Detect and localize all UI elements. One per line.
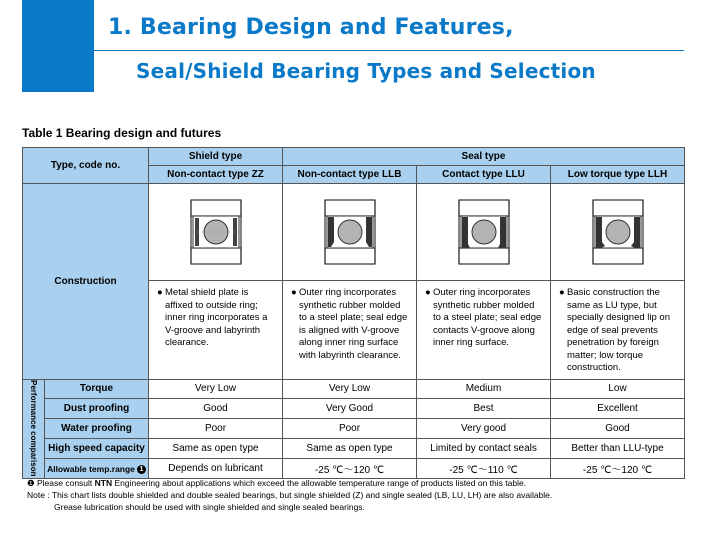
table-cell: Very Good bbox=[283, 399, 417, 419]
description-llu: ● Outer ring incorporates synthetic rubber molded to a steel plate; seal edge contacts V-groove along inner ring surface. bbox=[417, 281, 551, 380]
table-cell: Low bbox=[551, 379, 685, 399]
footnote-2: Note : This chart lists double shielded and double sealed bearings, but single shielded (Z) and single sealed (LB, LU, LH) are also available. bbox=[27, 490, 553, 500]
type-code-header: Type, code no. bbox=[23, 148, 149, 184]
perf-label-water-proofing: Water proofing bbox=[45, 419, 149, 439]
note-marker-icon: 1 bbox=[137, 465, 146, 474]
table-row bbox=[23, 419, 685, 439]
header-rule bbox=[94, 50, 684, 51]
table-cell: -25 ℃～110 ℃ bbox=[417, 459, 551, 479]
table-cell: Very Low bbox=[149, 379, 283, 399]
construction-label: Construction bbox=[23, 184, 149, 380]
bearing-diagram-llb bbox=[283, 184, 417, 281]
table-row bbox=[23, 439, 685, 459]
bearing-diagram-llu bbox=[417, 184, 551, 281]
perf-label-torque: Torque bbox=[45, 379, 149, 399]
table-cell: Very good bbox=[417, 419, 551, 439]
table-cell: Medium bbox=[417, 379, 551, 399]
footnote-3: Grease lubrication should be used with single shielded and single sealed bearings. bbox=[54, 502, 365, 512]
table-cell: Good bbox=[551, 419, 685, 439]
table-cell: Best bbox=[417, 399, 551, 419]
table-cell: Very Low bbox=[283, 379, 417, 399]
shield-type-header: Shield type bbox=[149, 148, 283, 166]
note-marker-icon: ❶ bbox=[27, 478, 35, 488]
seal-type-header: Seal type bbox=[283, 148, 685, 166]
column-header-zz: Non-contact type ZZ bbox=[149, 166, 283, 184]
bullet-icon: ● bbox=[291, 287, 297, 298]
bearing-cross-section-icon bbox=[449, 192, 519, 272]
table-row bbox=[23, 379, 685, 399]
description-llb: ● Outer ring incorporates synthetic rubber molded to a steel plate; seal edge is aligned with V-groove along inner ring surface with labyrinth clearance. bbox=[283, 281, 417, 380]
table-cell: -25 ℃～120 ℃ bbox=[283, 459, 417, 479]
description-llh: ● Basic construction the same as LU type, but specially designed lip on edge of seal prevents penetration by foreign matter; low torque construction. bbox=[551, 281, 685, 380]
table-cell: Good bbox=[149, 399, 283, 419]
footnote-1: ❶ Please consult NTN Engineering about applications which exceed the allowable temperature range of products listed on this table. bbox=[27, 478, 527, 488]
table-row bbox=[23, 459, 685, 479]
table-cell: Depends on lubricant bbox=[149, 459, 283, 479]
bearing-diagram-llh bbox=[551, 184, 685, 281]
bearing-cross-section-icon bbox=[315, 192, 385, 272]
bearing-cross-section-icon bbox=[181, 192, 251, 272]
table-cell: Poor bbox=[149, 419, 283, 439]
performance-comparison-label: Performance comparison bbox=[23, 379, 45, 478]
bearing-design-table bbox=[22, 147, 685, 479]
table-cell: Excellent bbox=[551, 399, 685, 419]
footnotes bbox=[27, 477, 552, 513]
column-header-llu: Contact type LLU bbox=[417, 166, 551, 184]
table-caption: Table 1 Bearing design and futures bbox=[22, 126, 222, 140]
table-group-header-row bbox=[23, 148, 685, 166]
page-title: 1. Bearing Design and Features, bbox=[108, 15, 514, 40]
bullet-icon: ● bbox=[559, 287, 565, 298]
column-header-llb: Non-contact type LLB bbox=[283, 166, 417, 184]
bearing-cross-section-icon bbox=[583, 192, 653, 272]
table-cell: Same as open type bbox=[149, 439, 283, 459]
table-cell: Limited by contact seals bbox=[417, 439, 551, 459]
header-accent-block bbox=[22, 0, 94, 92]
column-header-llh: Low torque type LLH bbox=[551, 166, 685, 184]
perf-label-high-speed: High speed capacity bbox=[45, 439, 149, 459]
construction-image-row bbox=[23, 184, 685, 281]
bearing-diagram-zz bbox=[149, 184, 283, 281]
perf-label-allowable-temp: Allowable temp.range 1 bbox=[45, 459, 149, 479]
brand-name: NTN bbox=[94, 478, 113, 488]
table-cell: -25 ℃～120 ℃ bbox=[551, 459, 685, 479]
description-zz: ● Metal shield plate is affixed to outside ring; inner ring incorporates a V-groove and labyrinth clearance. bbox=[149, 281, 283, 380]
table-row bbox=[23, 399, 685, 419]
perf-label-dust-proofing: Dust proofing bbox=[45, 399, 149, 419]
bullet-icon: ● bbox=[425, 287, 431, 298]
bullet-icon: ● bbox=[157, 287, 163, 298]
table-cell: Better than LLU-type bbox=[551, 439, 685, 459]
table-cell: Poor bbox=[283, 419, 417, 439]
table-cell: Same as open type bbox=[283, 439, 417, 459]
page-subtitle: Seal/Shield Bearing Types and Selection bbox=[136, 59, 596, 83]
